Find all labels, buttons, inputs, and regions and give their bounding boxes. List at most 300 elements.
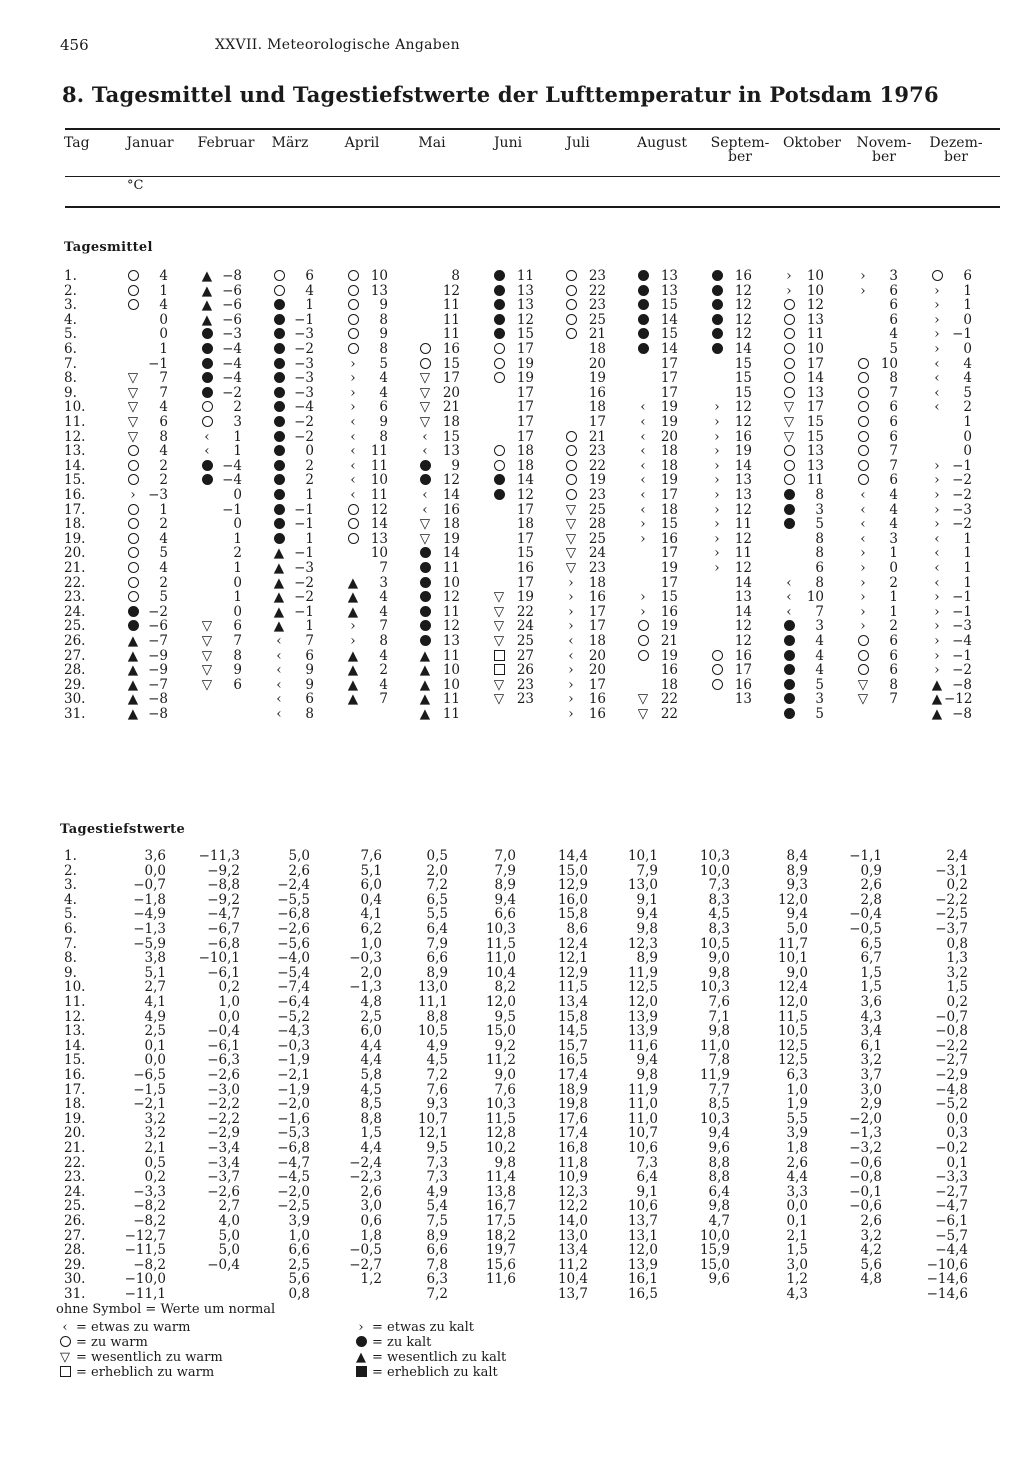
mean-value: 8 [889,676,898,693]
min-value: 1,5 [946,979,968,996]
min-value: −4,5 [277,1169,310,1186]
mean-value: −4 [294,399,314,416]
row-label: 25. [64,618,86,635]
wesentlich-zu-kalt-icon: ▲ [201,311,213,328]
mean-value: 4 [815,633,824,649]
mean-cell [636,531,678,547]
min-value: 9,1 [636,891,658,908]
mean-cell [856,633,898,649]
mean-cell [930,618,972,634]
wesentlich-zu-kalt-icon: ▲ [419,662,431,679]
etwas-zu-kalt-icon: › [568,574,574,591]
min-value: 5,1 [144,964,166,981]
etwas-zu-kalt-icon: › [714,399,720,416]
min-value: 14,0 [557,1213,588,1229]
mean-cell [564,370,606,386]
mean-value: 1 [159,501,168,518]
mean-value: 2 [305,472,314,489]
min-value: 11,9 [699,1067,730,1083]
column-header-month-line1: Oktober [783,135,841,151]
etwas-zu-warm-icon: ‹ [934,574,940,591]
min-value: 18,9 [557,1081,588,1098]
mean-cell [636,604,678,620]
mean-value: 24 [588,545,606,562]
mean-value: 12 [370,501,388,518]
zu-warm-icon [782,370,796,386]
mean-value: −3 [294,355,314,372]
mean-value: 6 [305,647,314,664]
mean-cell [930,662,972,678]
min-value: 13,0 [417,979,448,996]
etwas-zu-warm-icon: ‹ [350,487,356,503]
mean-value: 14 [806,370,824,387]
min-value: 12,0 [485,994,516,1010]
row-label: 31. [64,706,86,722]
mean-cell [564,677,606,693]
mean-cell [492,575,534,591]
column-header-month-line1: Juli [566,135,590,151]
legend-text: = etwas zu kalt [372,1320,474,1335]
mean-value: 0 [233,516,242,533]
mean-value: 13 [734,487,752,503]
zu-kalt-icon [782,706,796,722]
min-value: 8,9 [786,862,808,879]
mean-cell [126,545,168,561]
wesentlich-zu-warm-icon: ▽ [127,370,139,387]
mean-value: −4 [222,457,242,474]
min-value: 1,0 [360,935,382,952]
mean-cell [856,618,898,634]
mean-value: 19 [734,443,752,460]
zu-warm-icon [200,414,214,430]
column-header-month-line1: August [637,135,687,151]
row-label: 21. [64,560,86,576]
mean-cell [564,268,606,284]
mean-cell [710,283,752,299]
mean-cell [418,589,460,605]
min-value: 9,8 [708,1023,730,1040]
mean-value: 7 [379,560,388,576]
etwas-zu-warm-icon: ‹ [422,487,428,503]
min-value: −1,8 [133,891,166,908]
row-label: 13. [64,443,86,460]
mean-cell [126,326,168,342]
mean-cell [126,633,168,649]
mean-cell [126,443,168,459]
mean-value: 7 [379,618,388,635]
mean-value: −2 [294,589,314,606]
mean-cell [272,370,314,386]
mean-cell [418,633,460,649]
mean-value: 8 [379,428,388,445]
mean-value: 16 [734,676,752,693]
mean-value: 18 [588,574,606,591]
min-value: 6,6 [426,950,448,967]
mean-value: 7 [889,384,898,401]
mean-cell [636,429,678,445]
mean-value: 1 [233,428,242,445]
zu-warm-icon [782,385,796,401]
wesentlich-zu-warm-icon: ▽ [419,516,431,533]
mean-value: −3 [952,618,972,635]
mean-value: 7 [889,443,898,460]
etwas-zu-kalt-icon: › [860,560,866,576]
mean-cell [564,472,606,488]
min-value: −4,7 [207,906,240,923]
min-value: 3,0 [860,1081,882,1098]
zu-kalt-icon [418,560,432,576]
mean-cell [856,604,898,620]
etwas-zu-warm-icon: ‹ [640,414,646,430]
mean-value: 7 [159,370,168,387]
mean-value: 12 [734,530,752,547]
mean-value: −3 [952,501,972,518]
mean-value: 18 [660,501,678,518]
mean-value: 15 [660,589,678,606]
min-value: 6,6 [494,906,516,923]
mean-cell [856,531,898,547]
zu-warm-icon [126,516,140,532]
min-value: 13,9 [627,1008,658,1025]
mean-cell [710,487,752,503]
mean-value: 12 [442,472,460,489]
mean-cell [346,648,388,664]
mean-cell [200,341,242,357]
mean-cell [346,691,388,707]
mean-cell [930,575,972,591]
mean-value: 4 [159,297,168,314]
mean-cell [564,604,606,620]
mean-value: 4 [963,355,972,372]
mean-value: 4 [379,676,388,693]
mean-cell [272,545,314,561]
mean-cell [272,326,314,342]
mean-value: 13 [806,384,824,401]
row-label: 10. [64,399,86,416]
etwas-zu-warm-icon: ‹ [204,443,210,460]
mean-value: 13 [660,282,678,299]
min-value: 12,9 [557,877,588,894]
zu-kalt-icon [272,356,286,372]
mean-value: 27 [516,647,534,664]
mean-cell [710,516,752,532]
min-value: 4,3 [786,1286,808,1302]
mean-value: 11 [442,297,460,314]
mean-value: 1 [305,618,314,635]
zu-kalt-icon [492,297,506,313]
etwas-zu-kalt-icon: › [934,662,940,679]
mean-value: 19 [516,370,534,387]
mean-cell [710,604,752,620]
min-value: 6,4 [426,921,448,937]
mean-cell [930,604,972,620]
mean-value: 2 [159,516,168,533]
mean-value: 21 [588,428,606,445]
min-value: 13,0 [627,877,658,894]
zu-warm-icon [856,662,870,678]
mean-cell [346,633,388,649]
mean-value: 5 [963,384,972,401]
row-label: 16. [64,1067,86,1083]
min-value: −9,2 [207,862,240,879]
mean-value: −2 [294,414,314,430]
zu-kalt-icon [418,545,432,561]
min-value: −3,1 [935,862,968,879]
mean-value: 12 [442,589,460,606]
min-value: −1,3 [349,979,382,996]
min-value: −3,7 [207,1169,240,1186]
mean-cell [272,502,314,518]
min-value: 0,2 [144,1169,166,1186]
zu-warm-icon [856,429,870,445]
row-label: 23. [64,589,86,606]
mean-value: 16 [442,501,460,518]
mean-cell [564,414,606,430]
mean-value: 12 [734,282,752,299]
etwas-zu-warm-icon: ‹ [934,384,940,401]
min-value: 12,0 [627,994,658,1010]
mean-cell [346,356,388,372]
mean-value: 4 [159,530,168,547]
zu-kalt-icon [272,516,286,532]
zu-warm-icon [782,312,796,328]
mean-value: 0 [963,341,972,357]
column-header-month-line1: Juni [493,135,523,151]
mean-value: 16 [734,268,752,284]
mean-cell [564,706,606,722]
mean-cell [492,283,534,299]
min-value: 4,5 [360,1081,382,1098]
mean-value: 0 [305,443,314,460]
min-value: 4,3 [860,1008,882,1025]
mean-cell [492,677,534,693]
legend-item [58,1350,223,1365]
min-value: 1,5 [360,1125,382,1142]
mean-cell [418,268,460,284]
mean-cell [930,458,972,474]
min-value: −4,7 [935,1198,968,1215]
zu-kalt-icon [272,370,286,386]
mean-value: −2 [294,341,314,357]
mean-value: 2 [159,457,168,474]
mean-cell [856,326,898,342]
row-label: 20. [64,1125,86,1142]
min-value: −1,3 [849,1125,882,1142]
mean-value: 4 [379,384,388,401]
row-label: 24. [64,1183,86,1200]
mean-cell [930,531,972,547]
erheblich-zu-warm-icon [58,1365,72,1380]
etwas-zu-kalt-icon: › [860,589,866,606]
min-value: 11,5 [777,1008,808,1025]
mean-value: 11 [806,326,824,343]
min-value: 3,2 [144,1110,166,1127]
zu-kalt-icon [272,326,286,342]
mean-value: −2 [952,662,972,679]
mean-cell [564,458,606,474]
row-label: 1. [64,848,77,864]
mean-cell [564,341,606,357]
mean-cell [272,691,314,707]
min-value: −0,4 [207,1256,240,1273]
wesentlich-zu-warm-icon: ▽ [60,1350,70,1365]
etwas-zu-warm-icon: ‹ [276,691,282,708]
mean-value: −6 [222,282,242,299]
etwas-zu-kalt-icon: › [934,487,940,503]
mean-cell [200,487,242,503]
min-value: −1,3 [133,921,166,937]
etwas-zu-kalt-icon: › [714,443,720,460]
min-value: 1,2 [360,1271,382,1288]
min-value: 8,8 [426,1008,448,1025]
mean-value: 20 [588,355,606,372]
min-value: 5,0 [218,1242,240,1259]
min-value: 7,8 [708,1052,730,1069]
min-value: 0,0 [144,1052,166,1069]
mean-cell [418,677,460,693]
min-value: −3,3 [935,1169,968,1186]
mean-value: 7 [815,603,824,620]
min-value: 9,0 [786,964,808,981]
min-value: 8,5 [360,1096,382,1113]
mean-value: 19 [442,530,460,547]
mean-cell [200,575,242,591]
zu-kalt-icon [200,370,214,386]
mean-value: 2 [379,662,388,679]
min-value: 9,8 [636,921,658,937]
mean-value: 1 [963,297,972,314]
row-label: 14. [64,457,86,474]
min-value: −4,7 [277,1154,310,1171]
row-label: 6. [64,341,77,357]
legend-text: = wesentlich zu kalt [372,1350,507,1365]
min-value: −2,0 [277,1096,310,1113]
mean-cell [492,531,534,547]
zu-kalt-icon [272,312,286,328]
zu-warm-icon [126,502,140,518]
min-value: −2,0 [849,1110,882,1127]
mean-cell [346,297,388,313]
column-header-month [622,136,702,150]
mean-value: 17 [516,384,534,401]
mean-cell [492,458,534,474]
min-value: −8,2 [133,1256,166,1273]
mean-value: −6 [148,618,168,635]
min-value: −0,8 [849,1169,882,1186]
mean-cell [710,414,752,430]
min-value: −5,3 [277,1125,310,1142]
mean-value: 22 [588,457,606,474]
wesentlich-zu-kalt-icon: ▲ [201,297,213,314]
mean-cell [710,370,752,386]
mean-cell [272,618,314,634]
mean-cell [200,297,242,313]
mean-cell [200,399,242,415]
mean-value: 7 [233,633,242,649]
column-header-month [322,136,402,150]
mean-cell [636,560,678,576]
etwas-zu-kalt-icon: › [860,282,866,299]
zu-warm-icon [564,429,578,445]
mean-value: −1 [294,603,314,620]
row-label: 28. [64,662,86,679]
row-label: 5. [64,906,77,923]
mean-cell [492,356,534,372]
mean-value: 8 [815,530,824,547]
mean-cell [564,443,606,459]
zu-kalt-icon [126,604,140,620]
min-value: −5,2 [277,1008,310,1025]
mean-cell [564,516,606,532]
mean-value: 17 [442,370,460,387]
mean-cell [200,326,242,342]
mean-value: 8 [379,633,388,649]
zu-kalt-icon [272,297,286,313]
min-value: 8,9 [494,877,516,894]
mean-value: 17 [588,676,606,693]
row-label: 12. [64,1008,86,1025]
min-value: 17,6 [557,1110,588,1127]
wesentlich-zu-kalt-icon: ▲ [273,589,285,606]
min-value: 10,9 [557,1169,588,1186]
mean-value: 22 [660,706,678,722]
mean-cell [126,283,168,299]
legend-item [354,1335,431,1350]
mean-cell [200,618,242,634]
row-label: 20. [64,545,86,562]
min-value: 0,0 [218,1008,240,1025]
mean-cell [856,560,898,576]
mean-value: 12 [442,282,460,299]
min-value: 5,6 [860,1256,882,1273]
min-value: −1,5 [133,1081,166,1098]
mean-cell [418,691,460,707]
mean-value: 10 [806,282,824,299]
wesentlich-zu-warm-icon: ▽ [419,414,431,430]
min-value: −0,1 [849,1183,882,1200]
min-value: −4,4 [935,1242,968,1259]
zu-warm-icon [272,283,286,299]
mean-cell [200,414,242,430]
row-label: 21. [64,1140,86,1156]
mean-value: 23 [588,560,606,576]
mean-cell [492,385,534,401]
min-value: −5,4 [277,964,310,981]
zu-warm-icon [710,677,724,693]
mean-cell [710,472,752,488]
mean-cell [856,356,898,372]
mean-value: −1 [222,501,242,518]
mean-value: 17 [588,603,606,620]
legend-item [58,1365,214,1380]
etwas-zu-warm-icon: ‹ [422,428,428,445]
mean-value: 10 [806,589,824,606]
min-value: 12,0 [627,1242,658,1259]
legend-item [58,1335,148,1350]
mean-value: 21 [442,399,460,416]
mean-value: 15 [516,545,534,562]
min-value: 10,4 [485,964,516,981]
mean-value: 18 [516,457,534,474]
mean-cell [930,589,972,605]
etwas-zu-warm-icon: ‹ [934,355,940,372]
min-value: 9,4 [494,891,516,908]
mean-cell [492,414,534,430]
mean-value: 25 [588,501,606,518]
mean-cell [492,429,534,445]
row-label: 25. [64,1198,86,1215]
mean-value: 11 [442,706,460,722]
